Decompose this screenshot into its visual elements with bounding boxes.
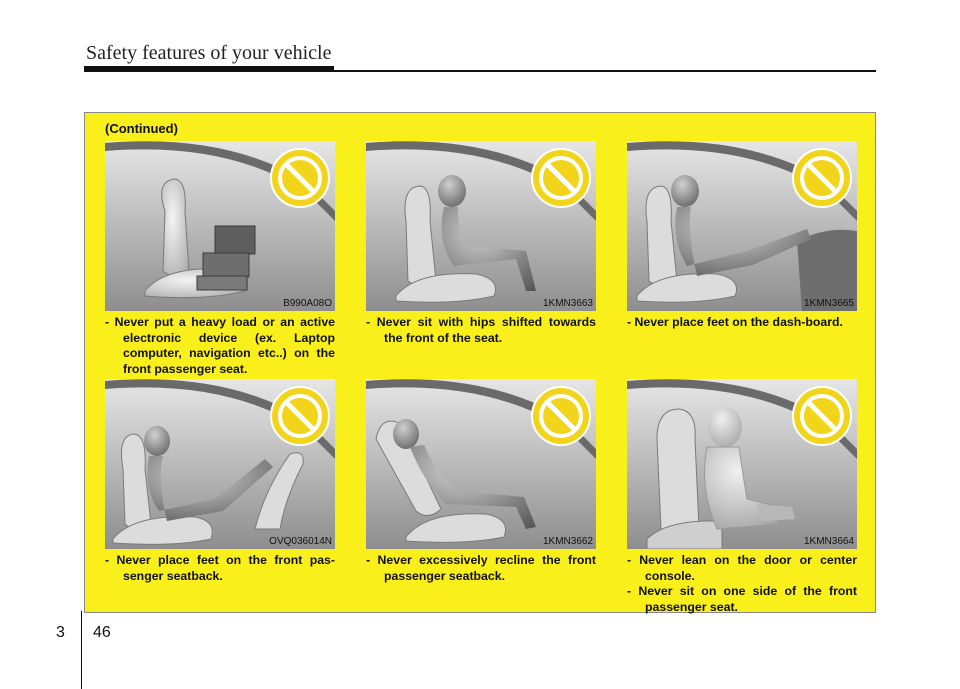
warning-panel (84, 112, 876, 613)
caption (366, 315, 596, 346)
caption-item: - Never sit on one side of the front passenger seat. (627, 584, 857, 614)
prohibition-icon (269, 147, 331, 209)
illustration-feet-dashboard (627, 141, 857, 311)
page-header-title: Safety features of your vehicle (86, 42, 332, 64)
caption (105, 315, 335, 377)
caption-item: - Never lean on the door or center console. (627, 553, 857, 583)
caption (627, 553, 857, 615)
figure-code: B990A08O (283, 298, 332, 309)
illustration-feet-seatback (105, 379, 335, 549)
illustration-heavy-load (105, 141, 335, 311)
figure-code: 1KMN3662 (542, 536, 593, 547)
continued-label: (Continued) (105, 121, 178, 136)
prohibition-icon (791, 147, 853, 209)
figure-code: 1KMN3664 (803, 536, 854, 547)
prohibition-icon (791, 385, 853, 447)
caption (105, 553, 335, 584)
caption-item: - Never place feet on the dash-board. (627, 315, 843, 329)
figure-code: OVQ036014N (269, 536, 332, 547)
prohibition-icon (269, 385, 331, 447)
illustration-recline (366, 379, 596, 549)
illustration-hips-shifted (366, 141, 596, 311)
caption (366, 553, 596, 584)
caption-item: - Never place feet on the front pas-senger seatback. (105, 553, 335, 583)
caption-item: - Never sit with hips shifted towards the front of the seat. (366, 315, 596, 345)
header-rule (84, 70, 876, 72)
caption (627, 315, 857, 331)
prohibition-icon (530, 385, 592, 447)
illustration-lean-console (627, 379, 857, 549)
page-number-divider (81, 611, 82, 689)
page-number: 46 (93, 624, 111, 641)
caption-item: - Never excessively recline the front passenger seatback. (366, 553, 596, 583)
prohibition-icon (530, 147, 592, 209)
caption-item: - Never put a heavy load or an active electronic device (ex. Laptop computer, navigation etc..) on the front passenger seat. (105, 315, 335, 376)
figure-code: 1KMN3663 (542, 298, 593, 309)
chapter-number: 3 (56, 624, 65, 641)
figure-code: 1KMN3665 (803, 298, 854, 309)
